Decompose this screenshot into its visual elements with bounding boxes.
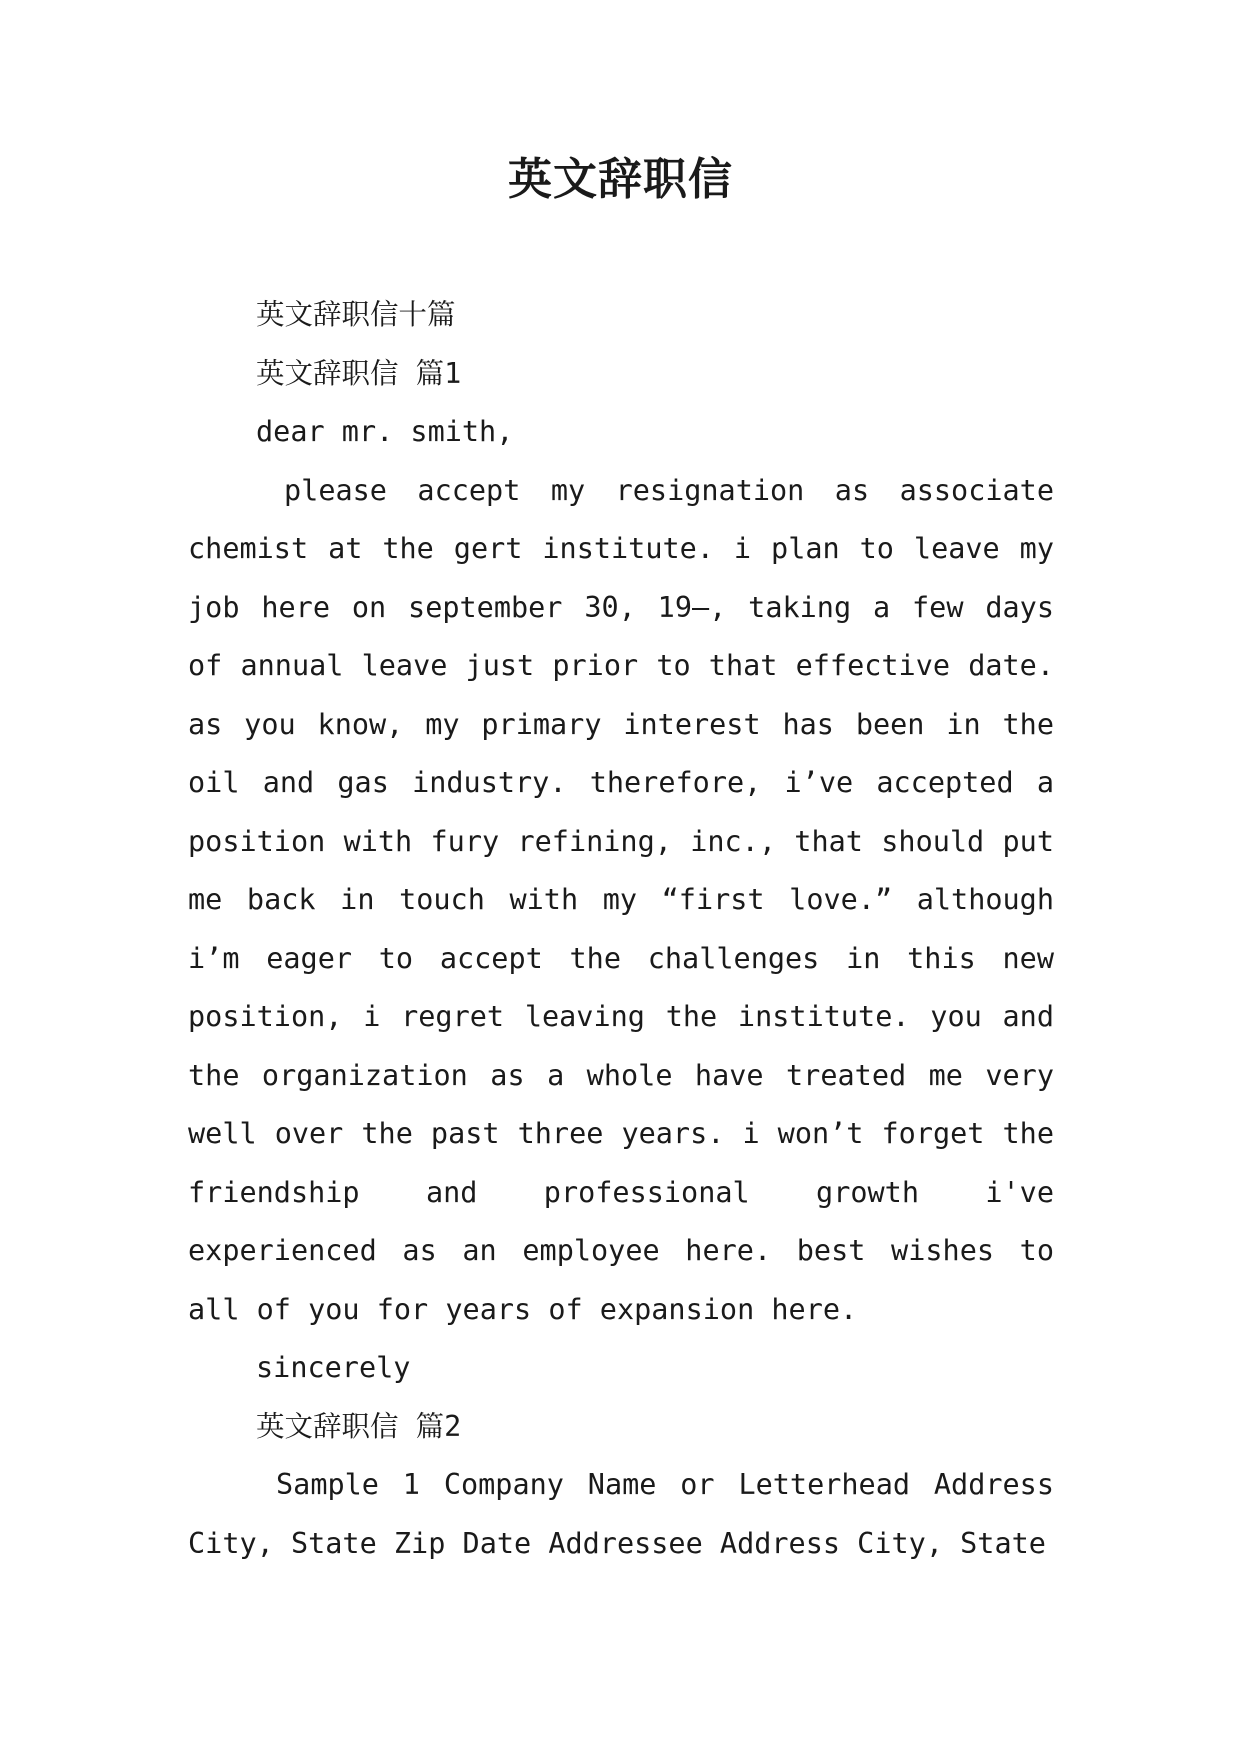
document-subtitle: 英文辞职信十篇 bbox=[256, 298, 456, 331]
sample-paragraph: Sample 1 Company Name or Letterhead Address City, State Zip Date Addressee Address City, State bbox=[188, 1468, 1054, 1560]
section-heading-2: 英文辞职信 篇2 bbox=[256, 1409, 462, 1443]
section-heading-1: 英文辞职信 篇1 bbox=[256, 356, 462, 390]
letter-body-paragraph: please accept my resignation as associate chemist at the gert institute. i plan to leave my job here on september 30, 19–, taking a few days of annual leave just prior to that effective date. as you know, my primary interest has been in the oil and gas industry. therefore, i’ve accepted a position with fury refining, inc., that should put me back in touch with my “first love.” although i’m eager to accept the challenges in this new position, i regret leaving the institute. you and the organization as a whole have treated me very well over the past three years. i won’t forget the friendship and professional growth i've experienced as an employee here. best wishes to all of you for years of expansion here. bbox=[188, 473, 1054, 1326]
document-title: 英文辞职信 bbox=[508, 154, 733, 205]
letter-closing: sincerely bbox=[256, 1351, 411, 1384]
document-body bbox=[188, 286, 1054, 1573]
letter-salutation: dear mr. smith, bbox=[256, 415, 514, 448]
